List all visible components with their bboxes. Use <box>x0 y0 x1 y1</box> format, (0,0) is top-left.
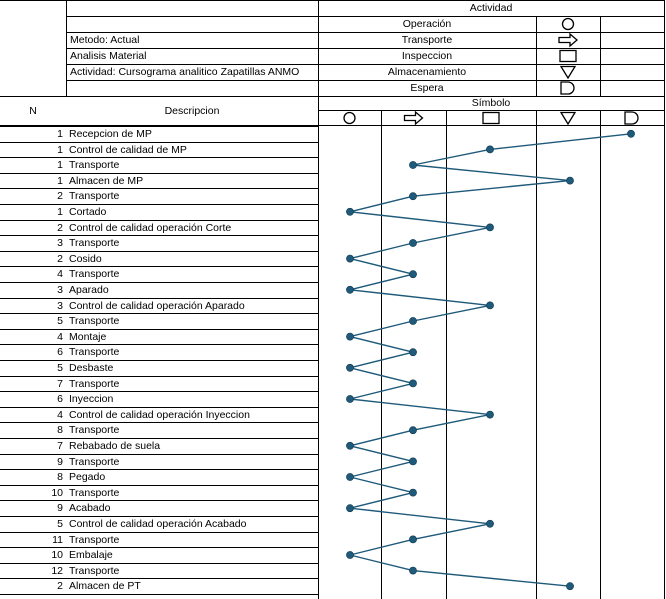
row-description: Desbaste <box>69 362 114 374</box>
row-description: Almacen de PT <box>69 580 141 592</box>
header-row-line <box>66 48 664 49</box>
row-number: 9 <box>57 502 63 514</box>
row-description: Control de calidad operación Acabado <box>69 518 247 530</box>
row-number: 5 <box>57 362 63 374</box>
row-description: Transporte <box>69 190 120 202</box>
col-line <box>318 0 319 599</box>
row-description: Rebabado de suela <box>69 440 161 452</box>
row-number: 6 <box>57 346 63 358</box>
row-description: Transporte <box>69 487 120 499</box>
row-number: 8 <box>57 471 63 483</box>
row-number: 5 <box>57 518 63 530</box>
row-number: 2 <box>57 253 63 265</box>
simbolo-header: Símbolo <box>471 97 511 109</box>
row-number: 4 <box>57 409 63 421</box>
row-description: Transporte <box>69 565 120 577</box>
legend-label-4: Espera <box>410 82 444 94</box>
row-number: 1 <box>57 144 63 156</box>
row-number: 10 <box>51 549 63 561</box>
row-description: Aparado <box>69 284 109 296</box>
row-description: Transporte <box>69 159 120 171</box>
header-row-line <box>66 16 664 17</box>
actividad-header: Actividad <box>469 2 513 14</box>
symbol-col-line <box>446 110 447 599</box>
symbol-col-line <box>600 110 601 599</box>
row-number: 3 <box>57 284 63 296</box>
row-description: Transporte <box>69 315 120 327</box>
row-description: Pegado <box>69 471 106 483</box>
symbol-col-line <box>536 110 537 599</box>
symbol-col-line <box>381 110 382 599</box>
metadata-line-1: Analisis Material <box>70 50 147 62</box>
header-col-line <box>536 16 537 96</box>
legend-label-3: Almacenamiento <box>387 66 467 78</box>
right-border <box>664 0 665 599</box>
row-number: 2 <box>57 580 63 592</box>
row-description: Transporte <box>69 268 120 280</box>
descripcion-column-header: Descripcion <box>164 105 220 117</box>
header-row-line <box>66 64 664 65</box>
row-number: 9 <box>57 456 63 468</box>
row-number: 3 <box>57 300 63 312</box>
row-description: Acabado <box>69 502 111 514</box>
row-description: Control de calidad operación Corte <box>69 222 232 234</box>
header-col-line <box>600 16 601 96</box>
row-description: Control de calidad operación Aparado <box>69 300 245 312</box>
row-description: Transporte <box>69 378 120 390</box>
header-row-line <box>66 32 664 33</box>
top-border <box>0 0 664 1</box>
row-number: 8 <box>57 424 63 436</box>
row-number: 5 <box>57 315 63 327</box>
row-number: 1 <box>57 128 63 140</box>
legend-label-2: Inspeccion <box>401 50 453 62</box>
header-col-line <box>66 0 67 96</box>
row-number: 4 <box>57 331 63 343</box>
row-description: Transporte <box>69 237 120 249</box>
row-number: 3 <box>57 237 63 249</box>
row-description: Control de calidad de MP <box>69 144 187 156</box>
row-number: 1 <box>57 159 63 171</box>
header-row-line <box>66 80 664 81</box>
row-description: Cosido <box>69 253 102 265</box>
header-row-line <box>66 96 318 97</box>
n-column-header: N <box>29 105 37 117</box>
row-number: 1 <box>57 175 63 187</box>
row-number: 1 <box>57 206 63 218</box>
row-description: Cortado <box>69 206 107 218</box>
header-row-line <box>0 96 66 97</box>
row-number: 11 <box>52 534 63 546</box>
row-number: 12 <box>51 565 63 577</box>
simbolo-line <box>318 110 664 111</box>
row-number: 4 <box>57 268 63 280</box>
row-description: Control de calidad operación Inyeccion <box>69 409 250 421</box>
row-description: Transporte <box>69 456 120 468</box>
row-number: 7 <box>57 378 63 390</box>
row-description: Almacen de MP <box>69 175 144 187</box>
row-number: 2 <box>57 222 63 234</box>
row-description: Transporte <box>69 534 120 546</box>
legend-label-0: Operación <box>402 18 452 30</box>
metadata-line-2: Actividad: Cursograma analitico Zapatillas ANMO <box>70 66 300 78</box>
row-number: 2 <box>57 190 63 202</box>
legend-label-1: Transporte <box>401 34 453 46</box>
metadata-line-0: Metodo: Actual <box>70 34 140 46</box>
table-row-line <box>0 594 318 595</box>
row-description: Inyeccion <box>69 393 114 405</box>
row-description: Recepcion de MP <box>69 128 152 140</box>
row-description: Embalaje <box>69 549 113 561</box>
row-description: Transporte <box>69 346 120 358</box>
row-number: 6 <box>57 393 63 405</box>
header-row-line <box>318 96 664 97</box>
row-description: Montaje <box>69 331 107 343</box>
row-number: 10 <box>51 487 63 499</box>
row-number: 7 <box>57 440 63 452</box>
row-description: Transporte <box>69 424 120 436</box>
